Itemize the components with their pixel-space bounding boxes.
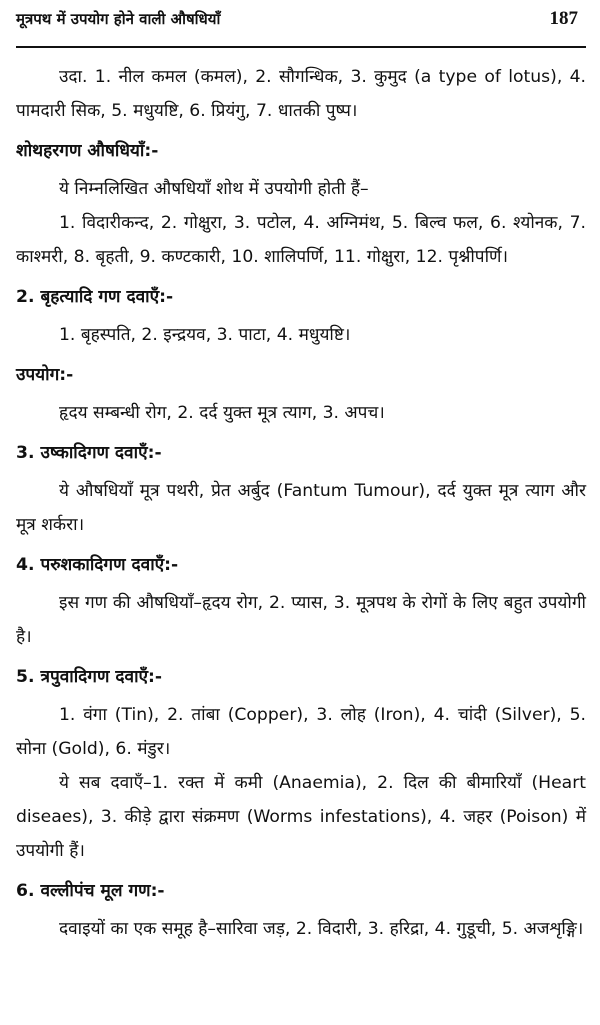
section-heading-brihatyadi: 2. बृहत्यादि गण दवाएँ:- [16, 287, 174, 307]
intro-paragraph: उदा. 1. नील कमल (कमल), 2. सौगन्धिक, 3. कुमुद (a type of lotus), 4. पामदारी सिक, 5. मधुयष्टि, 6. प्रियंगु, 7. धातकी पुष्प। [16, 67, 586, 121]
vallipanch-text: दवाइयों का एक समूह है–सारिवा जड़, 2. विदारी, 3. हरिद्रा, 4. गुडूची, 5. अजशृङ्गि। [59, 919, 584, 939]
section-trapuvadi [16, 660, 586, 868]
shothahar-intro-line: ये निम्नलिखित औषधियाँ शोथ में उपयोगी होती हैं– [59, 179, 369, 199]
section-heading-ushkadi: 3. उष्कादिगण दवाएँ:- [16, 443, 162, 463]
section-upayog [16, 358, 586, 430]
section-heading-trapuvadi: 5. त्रपुवादिगण दवाएँ:- [16, 667, 163, 687]
trapuvadi-text: ये सब दवाएँ–1. रक्त में कमी (Anaemia), 2. दिल की बीमारियाँ (Heart diseaes), 3. कीड़े द्वारा संक्रमण (Worms infestations), 4. जहर (Poison) में उपयोगी हैं। [16, 773, 586, 861]
section-heading-shothahar: शोथहरगण औषधियाँ:- [16, 141, 159, 161]
section-heading-vallipanch: 6. वल्लीपंच मूल गण:- [16, 881, 165, 901]
upayog-text: हृदय सम्बन्धी रोग, 2. दर्द युक्त मूत्र त्याग, 3. अपच। [59, 403, 385, 423]
shothahar-list: 1. विदारीकन्द, 2. गोक्षुरा, 3. पटोल, 4. अग्निमंथ, 5. बिल्व फल, 6. श्योनक, 7. काश्मरी, 8. बृहती, 9. कण्टकारी, 10. शालिपर्णि, 11. गोक्षुरा, 12. पृश्नीपर्णि। [16, 213, 586, 267]
section-heading-parushakadi: 4. परुशकादिगण दवाएँ:- [16, 555, 179, 575]
section-ushkadi [16, 436, 586, 542]
page-number: 187 [549, 8, 578, 29]
section-parushakadi [16, 548, 586, 654]
brihatyadi-list: 1. बृहस्पति, 2. इन्द्रयव, 3. पाटा, 4. मधुयष्टि। [59, 325, 351, 345]
running-title: मूत्रपथ में उपयोग होने वाली औषधियाँ [16, 10, 221, 28]
section-vallipanch [16, 874, 586, 946]
parushakadi-text: इस गण की औषधियाँ–हृदय रोग, 2. प्यास, 3. मूत्रपथ के रोगों के लिए बहुत उपयोगी है। [16, 593, 586, 647]
section-shothahar [16, 134, 586, 274]
section-brihatyadi [16, 280, 586, 352]
intro-block [16, 60, 586, 128]
trapuvadi-list: 1. वंगा (Tin), 2. तांबा (Copper), 3. लोह (Iron), 4. चांदी (Silver), 5. सोना (Gold), 6. मंडुर। [16, 705, 586, 759]
section-heading-upayog: उपयोग:- [16, 365, 74, 385]
running-header [16, 8, 586, 48]
ushkadi-text: ये औषधियाँ मूत्र पथरी, प्रेत अर्बुद (Fantum Tumour), दर्द युक्त मूत्र त्याग और मूत्र शर्करा। [16, 481, 586, 535]
